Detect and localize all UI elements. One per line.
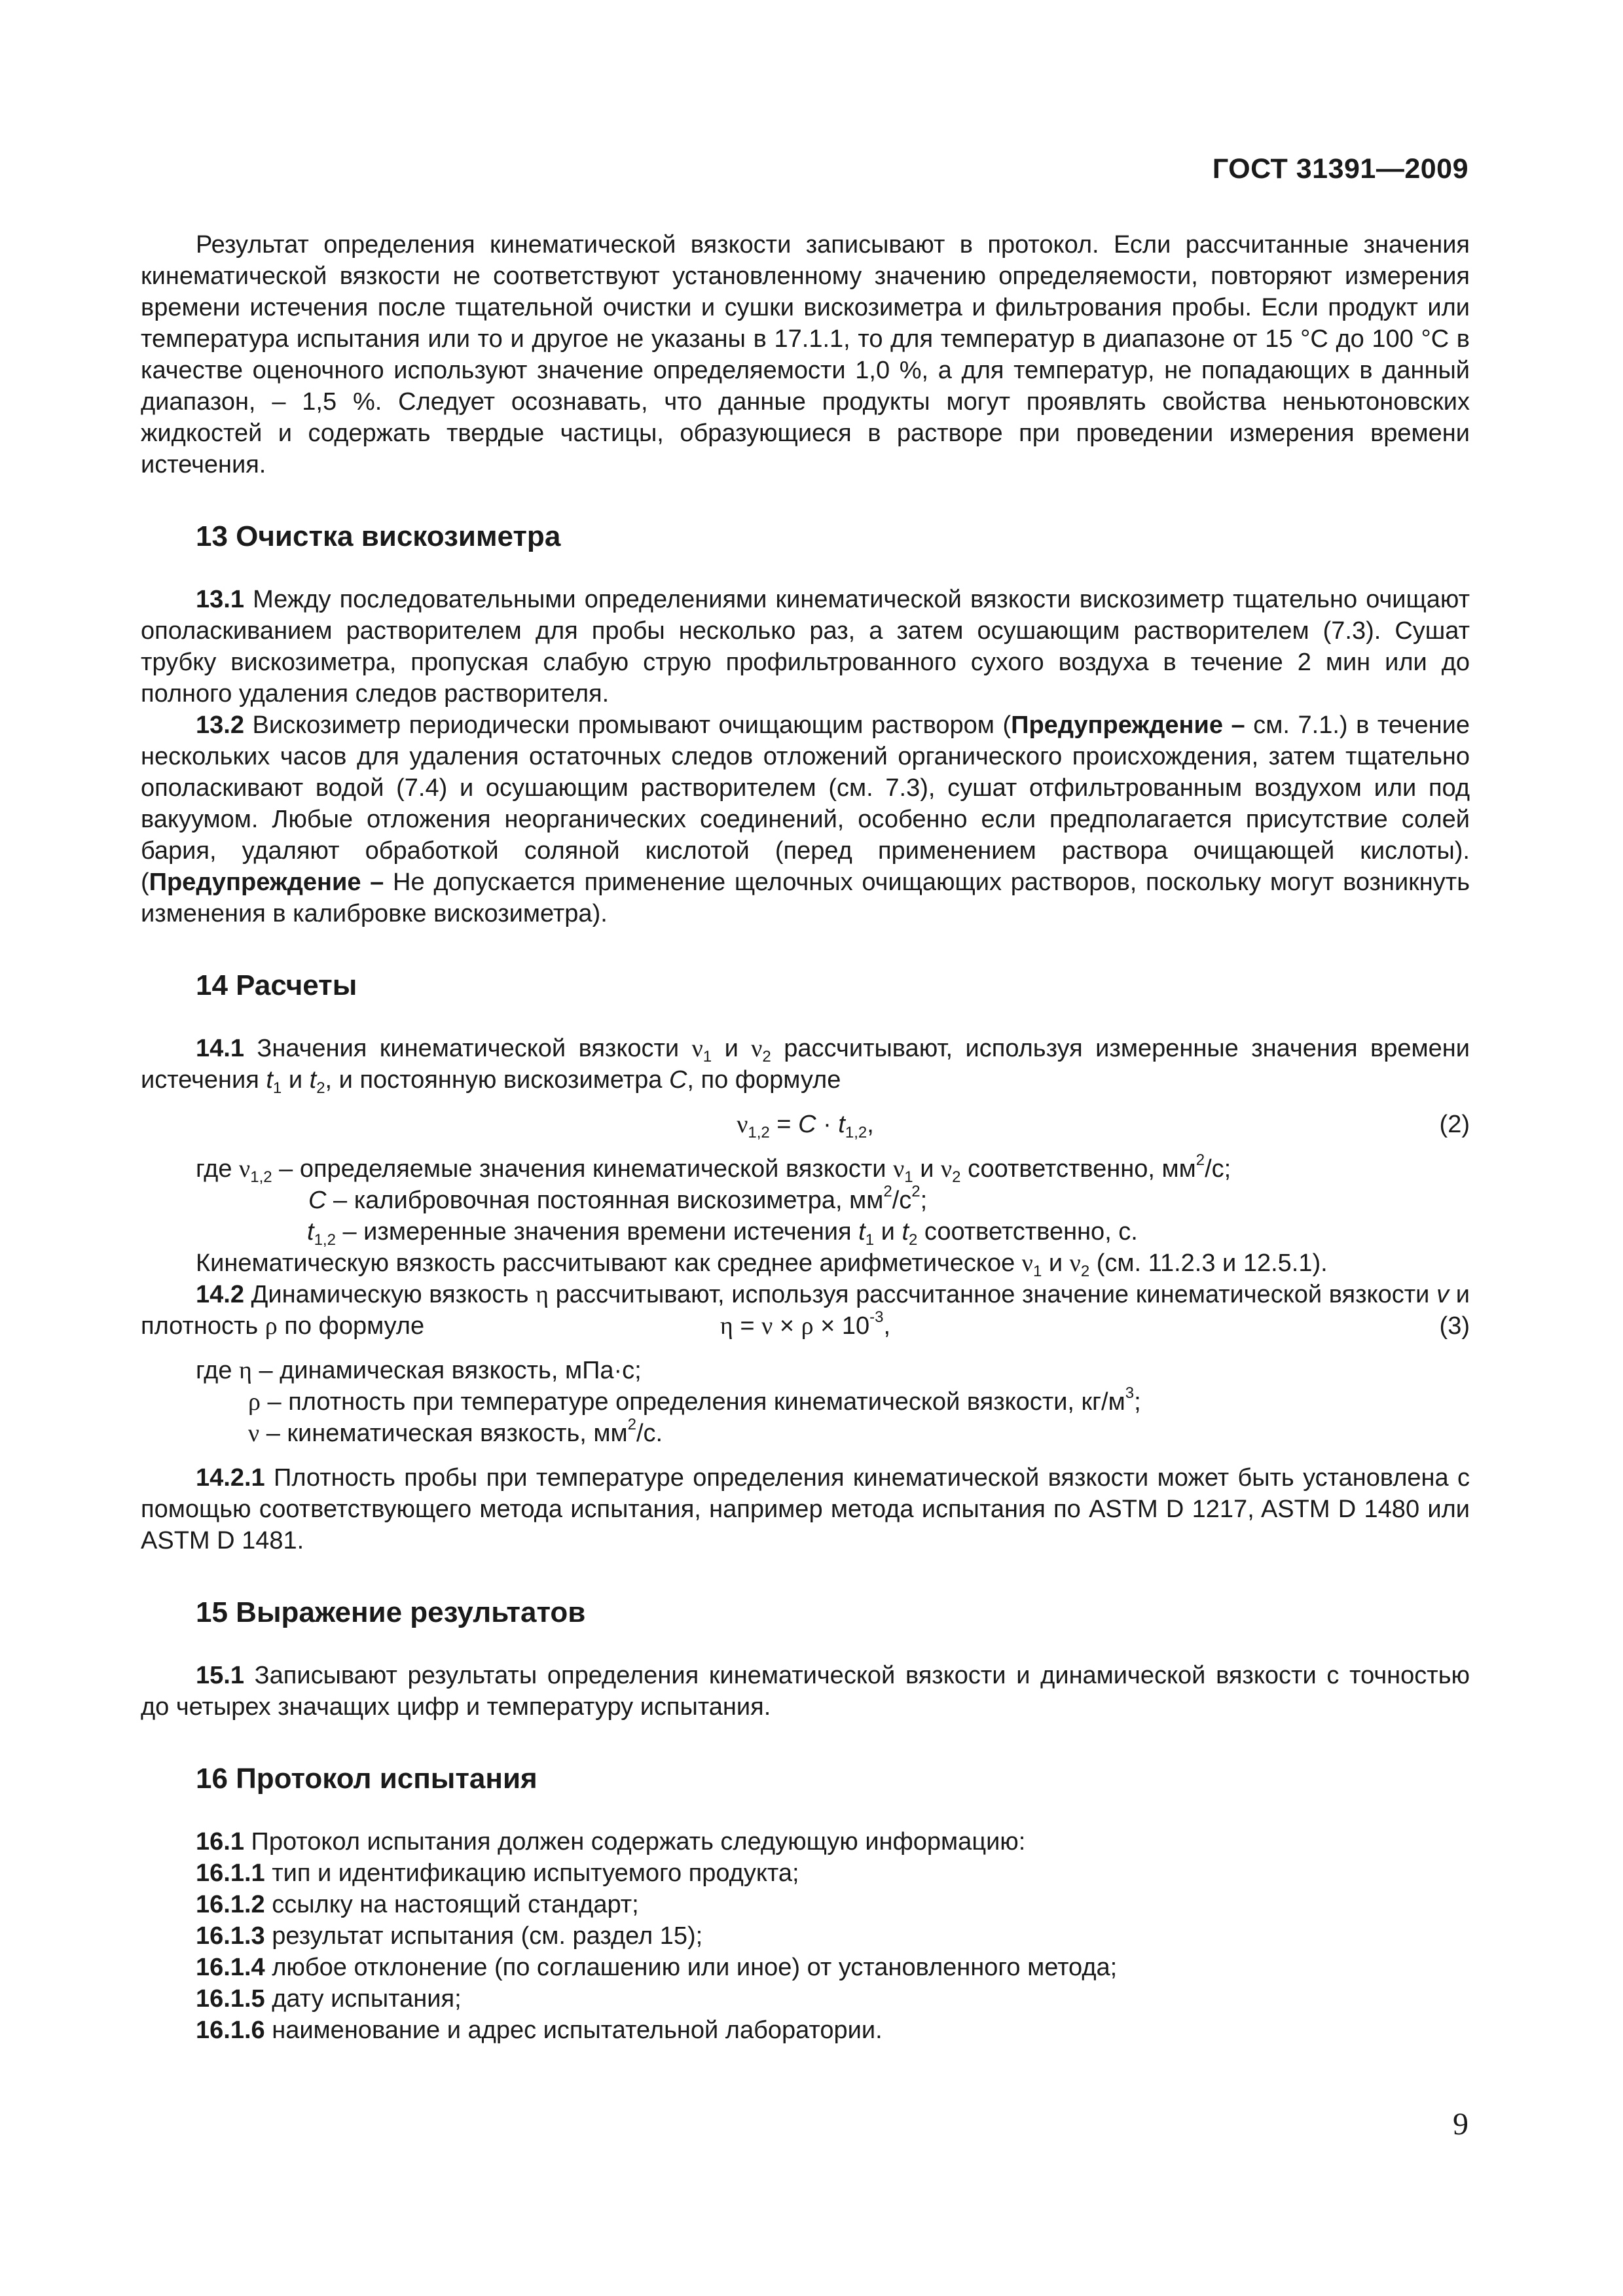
list-item: 16.1.4 любое отклонение (по соглашению или иное) от установленного метода;	[196, 1954, 1118, 1981]
list-item: 16.1.1 тип и идентификацию испытуемого продукта;	[196, 1859, 799, 1887]
document-code: ГОСТ 31391—2009	[1212, 153, 1468, 185]
list-item: 16.1.2 ссылку на настоящий стандарт;	[196, 1891, 639, 1918]
formula-expression: $\eta = \nu \times \rho \times 10^{-3}$,	[720, 1308, 891, 1340]
clause-number: 14.2	[196, 1281, 244, 1308]
paragraph-15-1: 15.1 Записывают результаты определения кинематической вязкости и динамической вязкости с точностью до четырех значащих цифр и температуру испытания.	[141, 1662, 1470, 1721]
list-item: 16.1.6 наименование и адрес испытательной лаборатории.	[196, 2017, 883, 2044]
clause-number: 14.2.1	[196, 1464, 265, 1492]
paragraph-14-1: 14.1 Значения кинематической вязкости $\nu_1$ и $\nu_2$ рассчитывают, используя измеренные значения времени истечения $t_1$ и $t_2$, и постоянную вискозиметра C, по формуле	[141, 1035, 1470, 1097]
section-16-title: 16 Протокол испытания	[196, 1763, 538, 1795]
legend-rho: ρ – плотность при температуре определения кинематической вязкости, $кг/м^3$;	[248, 1384, 1141, 1416]
section-13-title: 13 Очистка вискозиметра	[196, 520, 561, 552]
formula-2-legend	[141, 1153, 1470, 1279]
list-item: 16.1.5 дату испытания;	[196, 1985, 462, 2013]
paragraph-text: Между последовательными определениями кинематической вязкости вискозиметр тщательно очищают ополаскиванием растворителем для пробы несколько раз, а затем осушающим растворителем (7.3). Сушат трубку вискозиметра, пропуская слабую струю профильтрованного сухого воздуха в течение 2 мин или до полного удаления следов растворителя.	[141, 586, 1470, 708]
paragraph-14-2-1: 14.2.1 Плотность пробы при температуре определения кинематической вязкости может быть установлена с помощью соответствующего метода испытания, например метода испытания по ASTM D 1217, ASTM D 1480 или ASTM D 1481.	[141, 1464, 1470, 1554]
legend-c: C – калибровочная постоянная вискозиметра, $мм^2/с^2$;	[308, 1183, 928, 1214]
formula-3-legend	[141, 1355, 1470, 1449]
formula-2	[141, 1109, 1470, 1140]
formula-expression: $\nu_{1,2} = C \cdot t_{1,2}$,	[737, 1111, 874, 1141]
paragraph-text: см. 7.1.) в течение нескольких часов для удаления остаточных следов отложений органического происхождения, затем тщательно ополаскивают водой (7.4) и осушающим растворителем (см. 7.3), сушат отфильтрованным воздухом или под вакуумом. Любые отложения неорганических соединений, особенно если предполагается присутствие солей бария, удаляют обработкой соляной кислотой (перед применением раствора очищающей кислоты). (	[141, 711, 1470, 896]
legend-nu-kin: ν – кинематическая вязкость, $мм^2/с$.	[248, 1416, 663, 1447]
section-15-title: 15 Выражение результатов	[196, 1596, 586, 1628]
paragraph-text: Не допускается применение щелочных очищающих растворов, поскольку могут возникнуть изменения в калибровке вискозиметра).	[141, 869, 1470, 927]
list-item: 16.1 Протокол испытания должен содержать следующую информацию:	[196, 1828, 1026, 1856]
paragraph-text: Вискозиметр периодически промывают очищающим раствором (	[244, 711, 1012, 739]
paragraph-13-1	[141, 584, 1470, 709]
clause-number: 14.1	[196, 1035, 244, 1062]
paragraph-13-2	[141, 709, 1470, 929]
mean-statement: Кинематическую вязкость рассчитывают как среднее арифметическое $\nu_1$ и $\nu_2$ (см. 11.2.3 и 12.5.1).	[196, 1249, 1328, 1280]
list-item: 16.1.3 результат испытания (см. раздел 15);	[196, 1922, 703, 1950]
formula-3	[141, 1310, 1470, 1342]
section-14-title: 14 Расчеты	[196, 969, 357, 1001]
formula-number: (3)	[1439, 1312, 1470, 1340]
warning-label: Предупреждение –	[149, 869, 384, 896]
page-content	[141, 229, 1470, 2046]
paragraph-14-2: 14.2 Динамическую вязкость η рассчитывают, используя рассчитанное значение кинематической вязкости v и плотность ρ по формуле	[141, 1281, 1470, 1340]
formula-number: (2)	[1439, 1111, 1470, 1138]
legend-nu: где $\nu_{1,2}$ – определяемые значения кинематической вязкости $\nu_1$ и $\nu_2$ соответственно, $мм^2/с$;	[196, 1151, 1231, 1186]
intro-paragraph: Результат определения кинематической вязкости записывают в протокол. Если рассчитанные значения кинематической вязкости не соответствуют установленному значению определяемости, повторяют измерения времени истечения после тщательной очистки и сушки вискозиметра и фильтрования пробы. Если продукт или температура испытания или то и другое не указаны в 17.1.1, то для температур в диапазоне от 15 °С до 100 °С в качестве оценочного используют значение определяемости 1,0 %, а для температур, не попадающих в данный диапазон, – 1,5 %. Следует осознавать, что данные продукты могут проявлять свойства неньютоновских жидкостей и содержать твердые частицы, образующиеся в растворе при проведении измерения времени истечения.	[141, 231, 1470, 478]
clause-number: 15.1	[196, 1662, 244, 1689]
legend-eta: где η – динамическая вязкость, мПа·с;	[196, 1357, 642, 1384]
clause-number: 13.2	[196, 711, 244, 739]
report-contents-list	[141, 1826, 1470, 2046]
legend-t: $t_{1,2}$ – измеренные значения времени истечения $t_1$ и $t_2$ соответственно, с.	[307, 1218, 1138, 1249]
page-number: 9	[1453, 2107, 1468, 2142]
clause-number: 13.1	[196, 586, 244, 613]
warning-label: Предупреждение –	[1011, 711, 1245, 739]
